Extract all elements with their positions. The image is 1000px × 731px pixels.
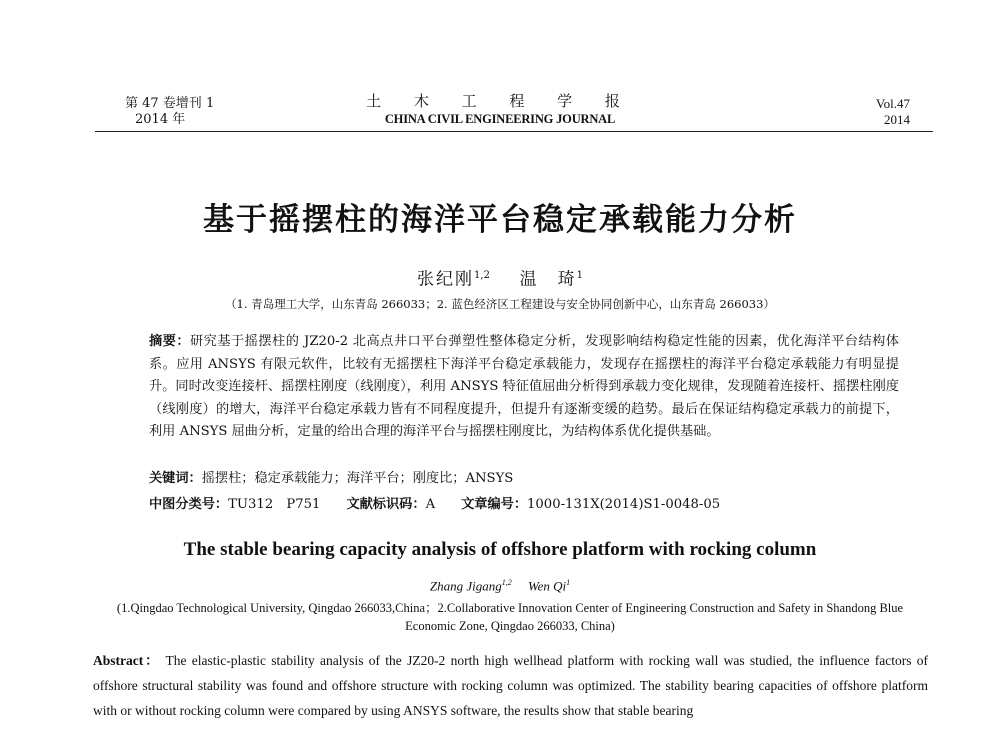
paper-title-cn: 基于摇摆柱的海洋平台稳定承载能力分析 — [203, 202, 797, 238]
year-cn: 2014 年 — [135, 112, 186, 127]
abstract-cn-label: 摘要： — [149, 334, 191, 349]
clc-label: 中图分类号： — [149, 497, 229, 512]
keywords-cn-label: 关键词： — [149, 471, 202, 486]
affiliation-cn: （1. 青岛理工大学，山东青岛 266033；2. 蓝色经济区工程建设与安全协同创新中心，山东青岛 266033） — [225, 297, 775, 311]
author-1-name: 张纪刚 — [417, 269, 475, 290]
abstract-en — [93, 648, 928, 723]
affiliation-en: (1.Qingdao Technological University, Qingdao 266033,China；2.Collaborative Innovation Center of Engineering Construction and Safety in Shandong Blue Economic Zone, Qingdao 266033, China) — [116, 601, 904, 633]
header-right — [820, 96, 910, 128]
year-en: 2014 — [884, 112, 910, 127]
abstract-en-label: Abstract： — [93, 653, 161, 668]
abstract-cn-text: 研究基于摇摆柱的 JZ20-2 北高点井口平台弹塑性整体稳定分析，发现影响结构稳定性能的因素，优化海洋平台结构体系。应用 ANSYS 有限元软件，比较有无摇摆柱下海洋平台稳定承载能力，发现存在摇摆柱的海洋平台稳定承载能力有明显提升。同时改变连接杆、摇摆柱刚度（线刚度），利用 ANSYS 特征值屈曲分析得到承载力变化规律，发现随着连接杆、摇摆柱刚度（线刚度）的增大，海洋平台稳定承载力皆有不同程度提升，但提升有逐渐变缓的趋势。最后在保证结构稳定承载力的前提下，利用 ANSYS 屈曲分析，定量的给出合理的海洋平台与摇摆柱刚度比，为结构体系优化提供基础。 — [149, 334, 899, 439]
abstract-en-text: The elastic-plastic stability analysis of the JZ20-2 north high wellhead platform with rocking wall was studied, the influence factors of offshore structural stability was found and offshore structure with rocking column was optimized. The stability bearing capacities of offshore platform with or without rocking column were compared by using ANSYS software, the results show that stable bearing — [93, 653, 928, 718]
authors-en — [0, 574, 1000, 595]
classification-line — [149, 494, 909, 516]
keywords-cn-text: 摇摆柱；稳定承载能力；海洋平台；刚度比；ANSYS — [201, 471, 514, 486]
header-rule — [95, 131, 933, 132]
abstract-cn — [149, 331, 899, 444]
author-2-affil-mark: 1 — [576, 270, 583, 281]
author-2-affil-mark-en: 1 — [566, 578, 571, 587]
article-no-label: 文章编号： — [461, 497, 528, 512]
keywords-cn — [149, 468, 899, 490]
clc-value: TU312 P751 — [228, 497, 321, 512]
volume-en: Vol.47 — [875, 96, 910, 111]
header-center — [300, 91, 700, 128]
author-1-name-en: Zhang Jigang — [429, 578, 502, 594]
doc-code-label: 文献标识码： — [346, 497, 426, 512]
journal-name-en: CHINA CIVIL ENGINEERING JOURNAL — [384, 112, 616, 126]
author-1-affil-mark-en: 1,2 — [501, 578, 512, 587]
doc-code-value: A — [425, 497, 436, 512]
author-2-name-en: Wen Qi — [527, 578, 567, 594]
author-1-affil-mark: 1,2 — [474, 270, 490, 281]
journal-name-cn: 土 木 工 程 学 报 — [366, 92, 634, 110]
author-2-name: 温 琦 — [519, 269, 577, 290]
paper-title-en: The stable bearing capacity analysis of offshore platform with rocking column — [183, 539, 817, 560]
authors-cn — [0, 265, 1000, 291]
article-no-value: 1000-131X(2014)S1-0048-05 — [527, 497, 721, 512]
header-left — [125, 96, 214, 128]
volume-issue: 第 47 卷增刊 1 — [125, 96, 215, 111]
